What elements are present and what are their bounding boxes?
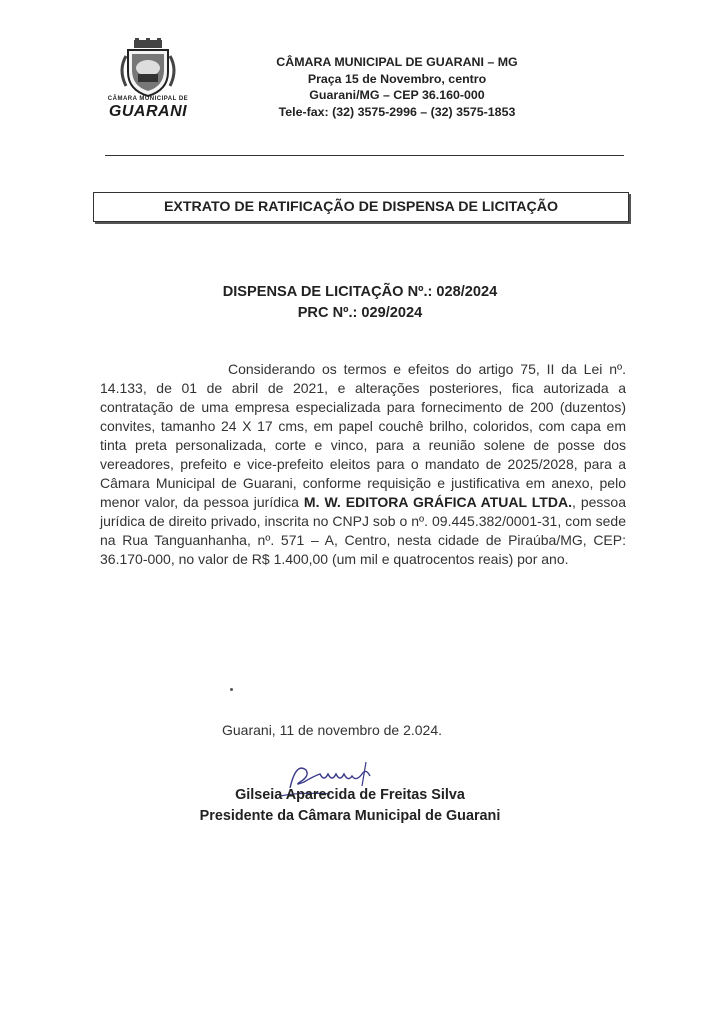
logo-caption: CÂMARA MUNICIPAL DE xyxy=(107,96,189,102)
institution-city-cep: Guarani/MG – CEP 36.160-000 xyxy=(309,88,485,102)
header-info xyxy=(232,54,562,120)
institution-name: CÂMARA MUNICIPAL DE GUARANI – MG xyxy=(276,55,518,69)
dispensa-number: DISPENSA DE LICITAÇÃO Nº.: 028/2024 xyxy=(222,284,498,300)
signer-role: Presidente da Câmara Municipal de Guarani xyxy=(199,808,501,824)
stray-mark xyxy=(230,688,233,691)
signer-name: Gilseia Aparecida de Freitas Silva xyxy=(235,787,465,803)
prc-number: PRC Nº.: 029/2024 xyxy=(297,305,423,321)
body-paragraph xyxy=(100,360,626,569)
body-text-part2: , pessoa jurídica de direito privado, inscrita no CNPJ sob o nº. 09.445.382/0001-31, com sede na Rua Tanguanhanha, nº. 571 – A, Centro, nesta cidade de Piraúba/MG, CEP: 36.170-000, no valor de R$ 1.400,00 (um mil e quatrocentos reais) por ano. xyxy=(100,494,626,567)
institution-address: Praça 15 de Novembro, centro xyxy=(307,71,487,86)
header-divider xyxy=(105,155,624,156)
document-headings xyxy=(140,282,580,324)
date-line: Guarani, 11 de novembro de 2.024. xyxy=(222,722,443,738)
institution-phone: Tele-fax: (32) 3575-2996 – (32) 3575-1853 xyxy=(278,104,516,119)
document-title: EXTRATO DE RATIFICAÇÃO DE DISPENSA DE LICITAÇÃO xyxy=(93,192,629,222)
company-name: M. W. EDITORA GRÁFICA ATUAL LTDA. xyxy=(303,494,572,510)
body-text-part1: Considerando os termos e efeitos do artigo 75, II da Lei nº. 14.133, de 01 de abril de 2021, e alterações posteriores, fica autorizada a contratação de uma empresa especializada para fornecimento de 200 (duzentos) convites, tamanho 24 X 17 cms, em papel couchê brilho, coloridos, com capa em tinta preta personalizada, corte e vinco, para a reunião solene de posse dos vereadores, prefeito e vice-prefeito eleitos para o mandato de 2025/2028, para a Câmara Municipal de Guarani, conforme requisição e justificativa em anexo, pelo menor valor, da pessoa jurídica xyxy=(100,361,626,510)
logo-name: GUARANI xyxy=(108,103,188,120)
signature-block xyxy=(140,785,560,827)
